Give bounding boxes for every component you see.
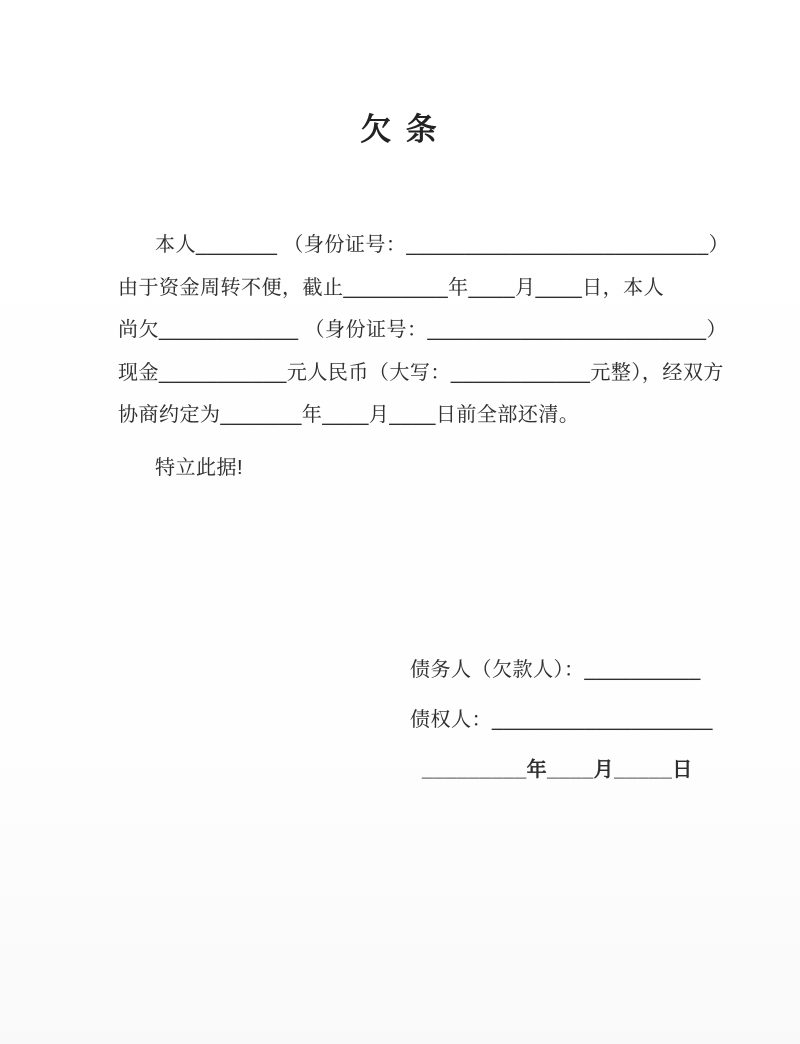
- signature-creditor-line: 债权人：___________________: [410, 709, 713, 731]
- body-line-deadline: 由于资金周转不便，截止_________年____月____日，本人: [118, 276, 665, 299]
- signature-date-line: _________年____月_____日: [422, 759, 693, 781]
- body-line-debtor-name: 本人_______ （身份证号：__________________________）: [155, 234, 730, 256]
- body-line-creditor-name: 尚欠____________ （身份证号：________________________）: [118, 319, 727, 341]
- signature-block: [410, 645, 713, 795]
- closing-statement: 特立此据!: [155, 456, 244, 479]
- signature-debtor-line: 债务人（欠款人）：__________: [410, 659, 701, 681]
- document-title: 欠 条: [360, 112, 440, 147]
- body-line-amount: 现金___________元人民币（大写：____________元整），经双方: [118, 361, 724, 384]
- document-body: [118, 224, 730, 489]
- body-line-repayment-date: 协商约定为_______年____月____日前全部还清。: [118, 404, 580, 426]
